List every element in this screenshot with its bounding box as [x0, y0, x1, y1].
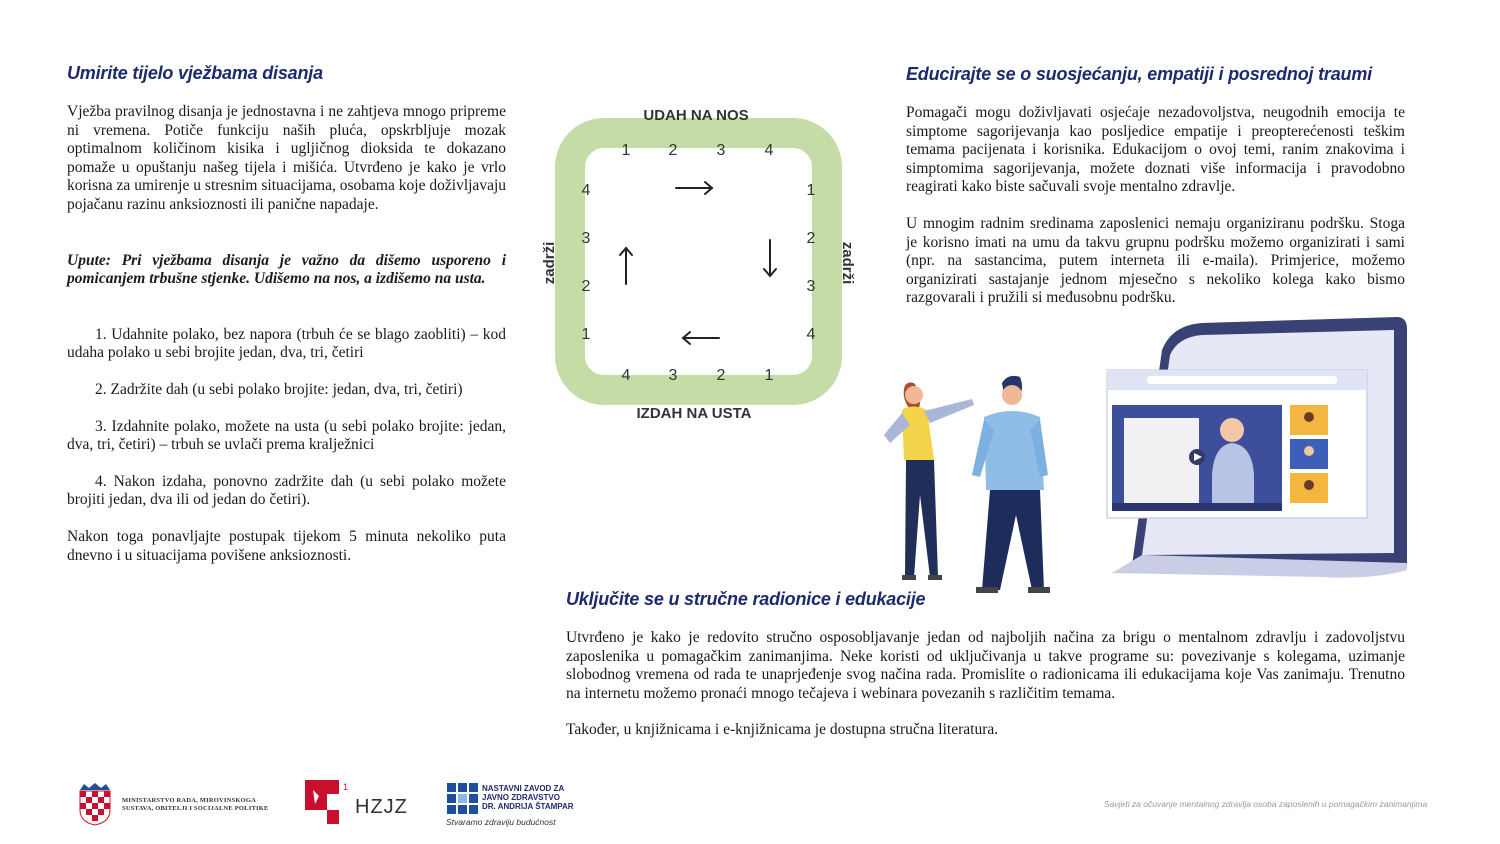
croatian-coat-of-arms-icon — [78, 782, 112, 826]
woman-figure — [884, 383, 974, 580]
workshops-para-1: Utvrđeno je kako je redovito stručno osposobljavanje jedan od najboljih načina za brigu o mentalnom zdravlju i zadovoljstvu zaposlenika u pomagačkim zanimanjima. Neke koristi od uključivanja u takve programe su: povezivanje s kolegama, uzimanje slobodnog vremena od rada te unaprjeđenje svog načina rada. Promislite o radionicama ili edukacijama koje Vas zanimaju. Trenutno na internetu možemo pronaći mnogo tečajeva i webinara povezanih s različitim temama. — [566, 629, 1405, 702]
nastavni-zavod-name — [482, 784, 574, 811]
education-section-body — [906, 104, 1405, 308]
nz-line-1: NASTAVNI ZAVOD ZA — [482, 784, 565, 793]
box-breathing-diagram — [540, 98, 870, 428]
nz-line-2: JAVNO ZDRAVSTVO — [482, 793, 560, 802]
breathing-section-title: Umirite tijelo vježbama disanja — [67, 63, 323, 83]
nz-line-3: DR. ANDRIJA ŠTAMPAR — [482, 802, 574, 811]
breathing-step-4: 4. Nakon izdaha, ponovno zadržite dah (u sebi polako možete brojiti jedan, dva ili od jedan do četiri). — [67, 472, 506, 509]
video-presenter-head — [1220, 418, 1244, 442]
left-number: 4 — [581, 182, 591, 199]
participant-avatar — [1304, 412, 1314, 422]
breathing-section-body — [67, 103, 506, 565]
participant-avatar — [1304, 446, 1314, 456]
video-controls — [1112, 503, 1282, 511]
right-number: 4 — [806, 326, 816, 343]
left-number: 3 — [581, 230, 591, 247]
left-number: 2 — [581, 278, 591, 295]
hold-label-left: zadrži — [541, 241, 558, 285]
top-number: 4 — [764, 142, 774, 159]
right-number: 1 — [806, 182, 816, 199]
education-para-1: Pomagači mogu doživljavati osjećaje nezadovoljstva, neugodnih emocija te simptome sagorijevanja kao posljedice empatije i preopterećenosti teškim temama pacijenata i korisnika. Edukacijom o ovoj temi, ranim znakovima i simptomima sagorijevanja, možete doznati više informacija i pravodobno reagirati kako biste sačuvali svoje mentalno zdravlje. — [906, 104, 1405, 196]
svg-text:1: 1 — [343, 782, 349, 792]
top-number: 2 — [668, 142, 678, 159]
ministry-line-1: MINISTARSTVO RADA, MIROVINSKOGA — [122, 797, 256, 804]
webinar-illustration — [872, 315, 1412, 600]
hzjz-wordmark: HZJZ — [355, 796, 408, 818]
bottom-number: 1 — [764, 367, 774, 384]
hold-label-right: zadrži — [839, 241, 856, 285]
exhale-label: IZDAH NA USTA — [636, 405, 752, 422]
nz-slogan: Stvaramo zdraviju budućnost — [446, 817, 556, 827]
top-number: 3 — [716, 142, 726, 159]
bottom-number: 4 — [621, 367, 631, 384]
nastavni-zavod-logo-icon — [447, 783, 479, 815]
video-whiteboard — [1124, 418, 1199, 506]
man-figure — [972, 376, 1050, 593]
breathing-step-3: 3. Izdahnite polako, možete na usta (u sebi polako brojite: jedan, dva, tri, četiri) – trbuh se uvlači prema kralježnici — [67, 417, 506, 454]
breathing-intro: Vježba pravilnog disanja je jednostavna i ne zahtjeva mnogo pripreme ni vremena. Potiče funkciju naših pluća, opskrbljuje mozak optimalnom količinom kisika i ugljičnog dioksida te dokazano pomaže u opuštanju našeg tijela i mišića. Utvrđeno je kako je vrlo korisna za umirenje u stresnim situacijama, osobama koje doživljavaju pojačanu razinu anksioznosti ili panične napadaje. — [67, 103, 506, 213]
hzjz-logo-icon — [305, 780, 353, 826]
browser-address-bar — [1147, 376, 1337, 384]
right-number: 2 — [806, 230, 816, 247]
left-number: 1 — [581, 326, 591, 343]
workshops-section-body — [566, 629, 1405, 740]
breathing-step-1: 1. Udahnite polako, bez napora (trbuh će se blago zaobliti) – kod udaha polako u sebi brojite jedan, dva, tri, četiri — [67, 325, 506, 362]
workshops-section-title: Uključite se u stručne radionice i edukacije — [566, 589, 926, 609]
footer-caption: Savjeti za očuvanje mentalnog zdravlja osoba zaposlenih u pomagačkim zanimanjima — [1104, 799, 1428, 809]
bottom-number: 3 — [668, 367, 678, 384]
participant-avatar — [1304, 480, 1314, 490]
bottom-number: 2 — [716, 367, 726, 384]
education-para-2: U mnogim radnim sredinama zaposlenici nemaju organiziranu podršku. Stoga je korisno imati na umu da takvu grupnu podršku možemo organizirati i sami (npr. na sastancima, putem interneta ili e-maila). Primjerice, možemo organizirati sastajanje jednom mjesečno s nekoliko kolega kako bismo razgovarali i pružili si međusobnu podršku. — [906, 214, 1405, 307]
workshops-para-2: Također, u knjižnicama i e-knjižnicama je dostupna stručna literatura. — [566, 721, 999, 739]
breathing-instructions: Upute: Pri vježbama disanja je važno da dišemo usporeno i pomicanjem trbušne stjenke. Udišemo na nos, a izdišemo na usta. — [67, 251, 506, 288]
breathing-closing: Nakon toga ponavljajte postupak tijekom 5 minuta nekoliko puta dnevno i u situacijama povišene anksioznosti. — [67, 527, 506, 564]
ministry-name — [122, 797, 269, 813]
breathing-step-2: 2. Zadržite dah (u sebi polako brojite: jedan, dva, tri, četiri) — [95, 380, 463, 398]
right-number: 3 — [806, 278, 816, 295]
education-section-title: Educirajte se o suosjećanju, empatiji i posrednoj traumi — [906, 64, 1372, 84]
ministry-line-2: SUSTAVA, OBITELJI I SOCIJALNE POLITIKE — [122, 805, 269, 812]
inhale-label: UDAH NA NOS — [643, 107, 749, 124]
top-number: 1 — [621, 142, 631, 159]
breathing-inner-square — [585, 148, 812, 375]
video-presenter-body — [1212, 443, 1254, 505]
